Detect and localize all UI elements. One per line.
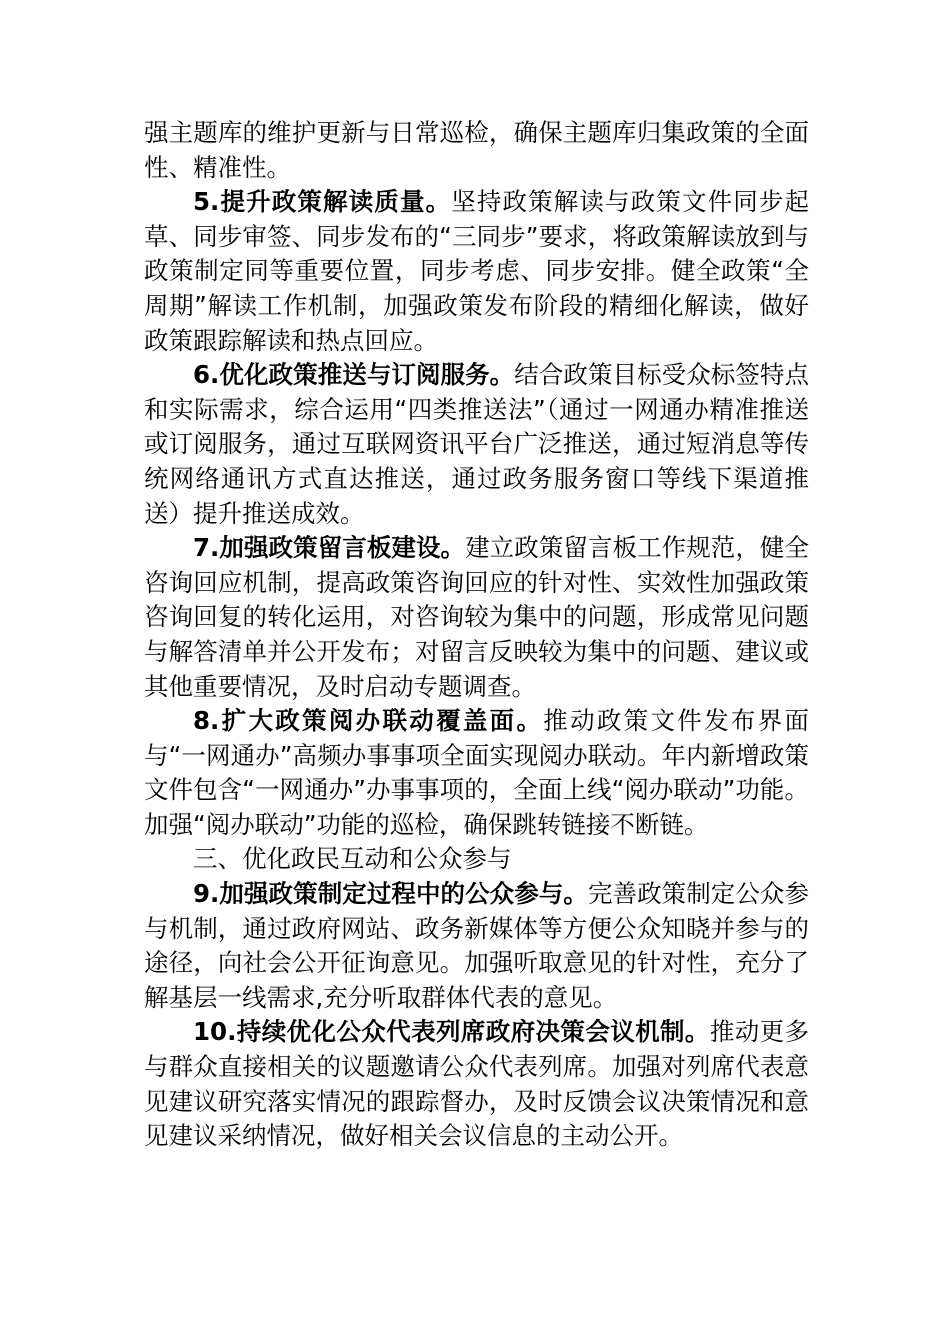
paragraph-text: 结合政策目标受众标签特点和实际需求，综合运用“四类推送法”（通过一网通办精准推送或订阅服务，通过互联网资讯平台广泛推送，通过短消息等传统网络通讯方式直达推送，通过政务服务窗口等线下渠道推送）提升推送成效。 (144, 360, 810, 528)
paragraph-text: 坚持政策解读与政策文件同步起草、同步审签、同步发布的“三同步”要求，将政策解读放到与政策制定同等重要位置，同步考虑、同步安排。健全政策“全周期”解读工作机制，加强政策发布阶段的精细化解读，做好政策跟踪解读和热点回应。 (144, 187, 809, 355)
paragraph-text: 推动政策文件发布界面与“一网通办”高频办事事项全面实现阅办联动。年内新增政策文件包含“一网通办”办事事项的，全面上线“阅办联动”功能。加强“阅办联动”功能的巡检，确保跳转链接不断链。 (144, 706, 809, 839)
paragraph-item-10 (144, 1015, 809, 1153)
item-heading: 7.加强政策留言板建设。 (193, 533, 466, 563)
item-heading: 6.优化政策推送与订阅服务。 (193, 360, 515, 390)
paragraph-item-9 (144, 877, 809, 1015)
item-heading: 9.加强政策制定过程中的公众参与。 (193, 879, 588, 909)
item-heading: 5.提升政策解读质量。 (193, 187, 452, 217)
document-page (144, 116, 809, 1154)
section-heading-text: 三、优化政民互动和公众参与 (193, 844, 512, 874)
paragraph-text: 推动更多与群众直接相关的议题邀请公众代表列席。加强对列席代表意见建议研究落实情况的跟踪督办，及时反馈会议决策情况和意见建议采纳情况，做好相关会议信息的主动公开。 (144, 1017, 809, 1151)
paragraph-item-7 (144, 531, 809, 704)
paragraph-continued (144, 116, 809, 185)
paragraph-item-8 (144, 704, 809, 842)
paragraph-item-6 (144, 358, 809, 531)
paragraph-text: 完善政策制定公众参与机制，通过政府网站、政务新媒体等方便公众知晓并参与的途径，向社会公开征询意见。加强听取意见的针对性，充分了解基层一线需求,充分听取群体代表的意见。 (144, 879, 809, 1012)
section-heading-3 (144, 842, 809, 877)
paragraph-text: 强主题库的维护更新与日常巡检，确保主题库归集政策的全面性、精准性。 (144, 118, 809, 182)
item-heading: 10.持续优化公众代表列席政府决策会议机制。 (193, 1017, 710, 1047)
item-heading: 8.扩大政策阅办联动覆盖面。 (193, 706, 544, 736)
paragraph-text: 建立政策留言板工作规范，健全咨询回应机制，提高政策咨询回应的针对性、实效性加强政策咨询回复的转化运用，对咨询较为集中的问题，形成常见问题与解答清单并公开发布；对留言反映较为集中的问题、建议或其他重要情况，及时启动专题调查。 (144, 533, 809, 701)
paragraph-item-5 (144, 185, 809, 358)
